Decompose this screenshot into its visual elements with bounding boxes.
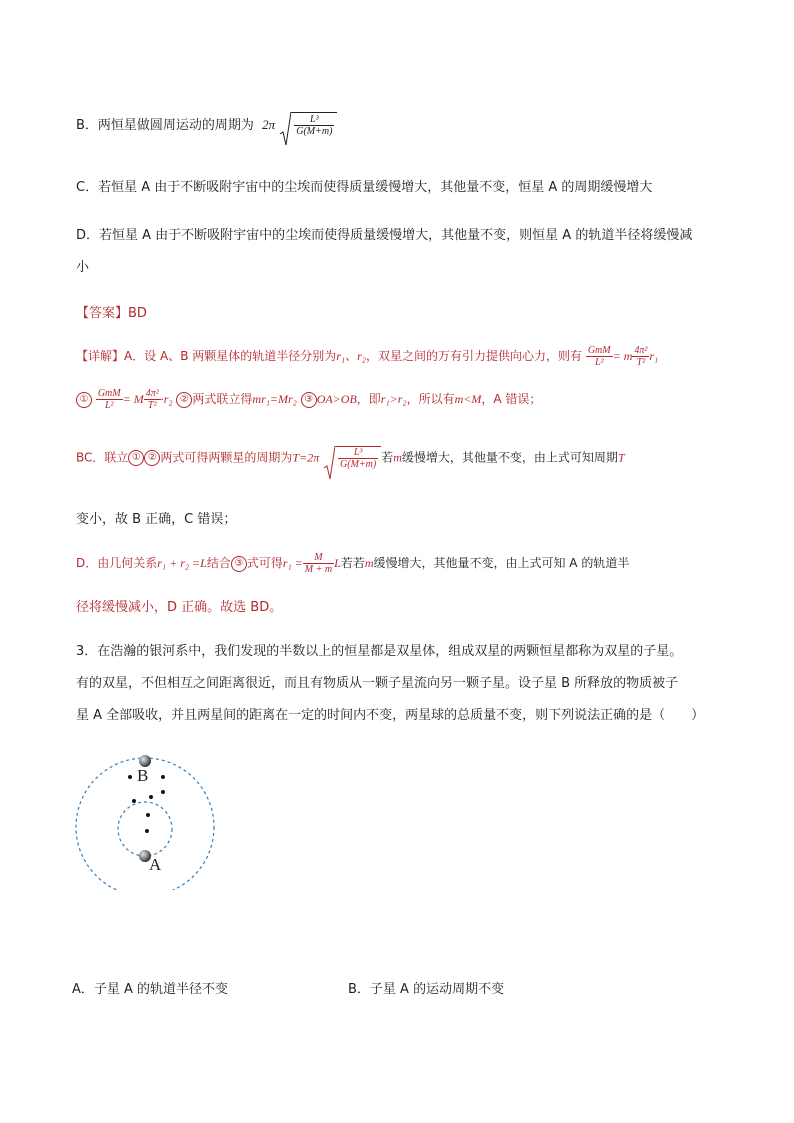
eq1-r: r₁ bbox=[649, 349, 659, 363]
bc-den: G(M+m) bbox=[340, 459, 377, 470]
bc-T2: T bbox=[617, 450, 625, 465]
label-a: A bbox=[149, 855, 162, 874]
answer-label: 【答案】 bbox=[76, 306, 129, 321]
circle-2: ② bbox=[176, 392, 192, 408]
detail-line2-f: m<M bbox=[454, 392, 482, 406]
eq2-rhs: $\frac{\text{4π²}}{\text{T²}}$ bbox=[145, 388, 159, 411]
d-d: 若若 bbox=[340, 556, 365, 570]
detail-line2-g: ，A 错误； bbox=[481, 392, 542, 406]
eq2-mid: = M bbox=[122, 392, 144, 406]
inner-orbit bbox=[118, 802, 172, 856]
q3-option-a: A．子星 A 的轨道半径不变 bbox=[72, 982, 229, 997]
d-c: 式可得 bbox=[246, 556, 283, 570]
bc-circle-2: ② bbox=[144, 450, 160, 466]
bc-T: T=2π bbox=[292, 450, 320, 465]
option-b-sqrt bbox=[279, 112, 337, 139]
detail-d-line1 bbox=[76, 552, 629, 575]
circle-1: ① bbox=[76, 392, 92, 408]
d-a: D．由几何关系 bbox=[76, 556, 158, 570]
option-b-text: B．两恒星做圆周运动的周期为 bbox=[76, 118, 254, 133]
bc-num: L³ bbox=[338, 447, 378, 459]
eq1-mid: = m bbox=[612, 349, 633, 363]
detail-line2-a: 两式联立得 bbox=[192, 392, 253, 406]
particle bbox=[161, 775, 165, 779]
option-b bbox=[76, 112, 337, 139]
particle bbox=[146, 813, 150, 817]
bc-b: 两式可得两颗星的周期为 bbox=[160, 450, 293, 465]
option-b-den: G(M+m) bbox=[296, 126, 333, 137]
bc-c: 若 bbox=[381, 450, 394, 465]
detail-bc-line1 bbox=[76, 446, 625, 470]
option-b-num: L³ bbox=[294, 114, 334, 126]
option-d-line2: 小 bbox=[76, 260, 90, 275]
particle bbox=[149, 795, 153, 799]
eq2-lhs: $\frac{\text{GmM}}{\text{L²}}$ bbox=[97, 388, 121, 411]
option-c: C．若恒星 A 由于不断吸附宇宙中的尘埃而使得质量缓慢增大，其他量不变，恒星 A 的周期缓慢增大 bbox=[76, 180, 653, 195]
eq1-rhs: $\frac{\text{4π²}}{\text{T²}}$ bbox=[634, 345, 648, 368]
detail-line2-e: ，所以有 bbox=[406, 392, 455, 406]
detail-line1 bbox=[76, 345, 658, 368]
label-b: B bbox=[137, 766, 149, 785]
answer bbox=[76, 302, 147, 321]
d-b: 结合 bbox=[206, 556, 231, 570]
detail-line2-eq: mr₁=Mr₂ bbox=[252, 392, 297, 406]
detail-bc-line2: 变小，故 B 正确，C 错误； bbox=[76, 512, 237, 527]
option-d-line1: D．若恒星 A 由于不断吸附宇宙中的尘埃而使得质量缓慢增大，其他量不变，则恒星 A 的轨道半径将缓慢减 bbox=[76, 228, 693, 243]
particle bbox=[132, 799, 136, 803]
detail-d-line2: 径将缓慢减小，D 正确。故选 BD。 bbox=[76, 600, 283, 615]
bc-circle-1: ① bbox=[128, 450, 144, 466]
q3-line3: 星 A 全部吸收，并且两星间的距离在一定的时间内不变，两星球的总质量不变，则下列说法正确的是（ ） bbox=[76, 708, 705, 723]
eq2-r: ·r₂ bbox=[160, 392, 173, 406]
bc-d: 缓慢增大，其他量不变，由上式可知周期 bbox=[401, 450, 618, 465]
eq1-lhs: $\frac{\text{GmM}}{\text{L²}}$ bbox=[587, 345, 611, 368]
particle bbox=[128, 775, 132, 779]
bc-m: m bbox=[393, 450, 402, 465]
q3-option-b: B．子星 A 的运动周期不变 bbox=[348, 982, 505, 997]
d-L: L bbox=[334, 556, 341, 570]
particle bbox=[161, 790, 165, 794]
q3-line1: 3．在浩瀚的银河系中，我们发现的半数以上的恒星都是双星体，组成双星的两颗恒星都称为双星的子星。 bbox=[76, 644, 683, 659]
detail-line2-d: r₁>r₂ bbox=[380, 392, 407, 406]
d-r1: r₁ = bbox=[282, 556, 303, 570]
detail-label: 【详解】 bbox=[76, 349, 125, 363]
detail-r1r2: r₁、r₂ bbox=[336, 349, 366, 363]
d-frac: $\frac{M}{M + m}$ bbox=[304, 552, 333, 575]
d-eq: r₁ + r₂ =L bbox=[157, 556, 207, 570]
detail-line2-b: OA>OB bbox=[316, 392, 357, 406]
particle bbox=[145, 829, 149, 833]
option-b-formula-prefix: 2π bbox=[262, 117, 276, 132]
detail-line1-a: A．设 A、B 两颗星体的轨道半径分别为 bbox=[124, 349, 337, 363]
answer-value: BD bbox=[128, 306, 147, 321]
d-circle-3: ③ bbox=[231, 556, 247, 572]
bc-a: BC．联立 bbox=[76, 450, 129, 465]
d-m: m bbox=[364, 556, 374, 570]
d-e: 缓慢增大，其他量不变，由上式可知 A 的轨道半 bbox=[373, 556, 630, 570]
detail-line1-b: ，双星之间的万有引力提供向心力，则有 bbox=[365, 349, 582, 363]
q3-line2: 有的双星，不但相互之间距离很近，而且有物质从一颗子星流向另一颗子星。设子星 B 所释放的物质被子 bbox=[76, 676, 679, 691]
bc-sqrt bbox=[323, 446, 381, 470]
detail-line2 bbox=[76, 388, 541, 411]
detail-line2-c: ，即 bbox=[356, 392, 381, 406]
circle-3: ③ bbox=[301, 392, 317, 408]
